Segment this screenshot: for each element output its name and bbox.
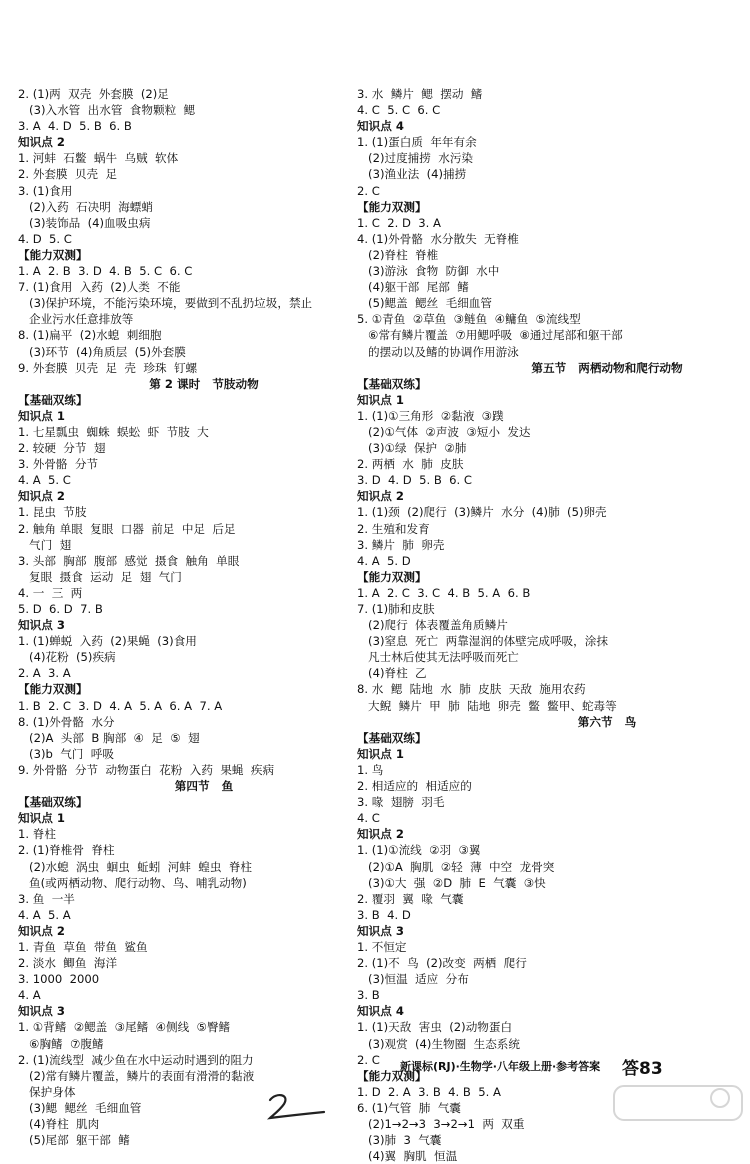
answer-line: (2)水螅 涡虫 蛔虫 蚯蚓 河蚌 蝗虫 脊柱 — [18, 859, 253, 874]
answer-line: (3)观赏 (4)生物圈 生态系统 — [357, 1036, 520, 1051]
section-label: 【基础双练】 — [18, 795, 88, 810]
answer-line: ⑥胸鳍 ⑦腹鳍 — [18, 1036, 104, 1051]
answer-line: 3. 水 鳞片 鳃 摆动 鳍 — [357, 87, 483, 101]
footer-book-title: 新课标(RJ)·生物学·八年级上册·参考答案 — [400, 1060, 601, 1073]
section-title: 第五节 两栖动物和爬行动物 — [531, 360, 683, 375]
answer-line: (2)1→2→3 3→2→1 两 双重 — [357, 1117, 525, 1131]
answer-line: (2)入药 石决明 海螵蛸 — [18, 199, 153, 214]
answer-line: 3. D 4. D 5. B 6. C — [357, 473, 473, 488]
answer-line: 3. 头部 胸部 腹部 感觉 摄食 触角 单眼 — [18, 553, 240, 568]
section-title: 第 2 课时 节肢动物 — [149, 376, 259, 391]
answer-line: 4. (1)外骨骼 水分散失 无脊椎 — [357, 231, 519, 246]
answer-line: 1. B 2. C 3. D 4. A 5. A 6. A 7. A — [18, 698, 223, 713]
answer-line: (3)环节 (4)角质层 (5)外套膜 — [18, 344, 186, 359]
answer-line: 2. 生殖和发育 — [357, 521, 430, 536]
answer-line: (5)鳃盖 鳃丝 毛细血管 — [357, 296, 492, 311]
answer-line: (3)①大 强 ②D 肺 E 气囊 ③快 — [357, 875, 546, 890]
answer-line: 4. A 5. A — [18, 907, 71, 922]
answer-line: 2. A 3. A — [18, 666, 71, 681]
answer-line: (3)①绿 保护 ②肺 — [357, 441, 467, 456]
answer-line: 凡士林后使其无法呼吸而死亡 — [357, 650, 519, 665]
answer-line: 7. (1)食用 入药 (2)人类 不能 — [18, 280, 181, 295]
answer-line: 3. B — [357, 988, 380, 1003]
answer-line: 复眼 摄食 运动 足 翅 气门 — [18, 569, 182, 584]
answer-line: (3)渔业法 (4)捕捞 — [357, 167, 467, 182]
answer-line: 4. D 5. C — [18, 231, 72, 246]
watermark-logo — [612, 1084, 744, 1122]
answer-line: 4. 一 三 两 — [18, 585, 83, 600]
answer-line: (4)翼 胸肌 恒温 — [357, 1149, 458, 1164]
answer-line: 1. 鸟 — [357, 762, 384, 777]
page-number: 答83 — [622, 1059, 663, 1079]
section-label: 知识点 1 — [357, 392, 404, 407]
answer-line: (4)花粉 (5)疾病 — [18, 650, 116, 665]
answer-line: 8. (1)外骨骼 水分 — [18, 714, 115, 729]
answer-line: (3)装饰品 (4)血吸虫病 — [18, 215, 151, 230]
section-label: 知识点 1 — [18, 408, 65, 423]
answer-line: 大鲵 鳞片 甲 肺 陆地 卵壳 鳖 鳖甲、蛇毒等 — [357, 698, 617, 713]
answer-line: 3. 喙 翅膀 羽毛 — [357, 795, 445, 810]
answer-line: 5. D 6. D 7. B — [18, 602, 103, 616]
answer-line: 1. (1)蝉蜕 入药 (2)果蝇 (3)食用 — [18, 634, 197, 649]
answer-line: 1. (1)天敌 害虫 (2)动物蛋白 — [357, 1020, 513, 1035]
answer-line: (2)过度捕捞 水污染 — [357, 151, 474, 166]
answer-line: 5. ①青鱼 ②草鱼 ③鲢鱼 ④鳙鱼 ⑤流线型 — [357, 312, 581, 327]
answer-line: 3. (1)食用 — [18, 183, 73, 198]
answer-line: 鱼(或两栖动物、爬行动物、鸟、哺乳动物) — [18, 875, 247, 890]
answer-line: 3. A 4. D 5. B 6. B — [18, 119, 132, 134]
answer-line: 1. (1)①流线 ②羽 ③翼 — [357, 843, 481, 858]
answer-line: (2)脊柱 脊椎 — [357, 247, 439, 262]
answer-line: (3)窒息 死亡 两靠湿润的体壁完成呼吸，涂抹 — [357, 634, 608, 649]
answer-line: (4)脊柱 乙 — [357, 666, 427, 681]
answer-line: 4. C — [357, 811, 380, 826]
right-answer-column — [357, 86, 737, 1164]
answer-line: 2. (1)流线型 减少鱼在水中运动时遇到的阻力 — [18, 1052, 254, 1067]
section-label: 知识点 2 — [18, 923, 65, 938]
answer-line: 8. 水 鳃 陆地 水 肺 皮肤 天敌 施用农药 — [357, 682, 586, 697]
section-label: 知识点 3 — [18, 1004, 65, 1019]
answer-line: 1. (1)蛋白质 年年有余 — [357, 135, 477, 150]
section-label: 【基础双练】 — [18, 392, 88, 407]
answer-line: 2. 较硬 分节 翅 — [18, 441, 106, 456]
answer-line: 1. ①背鳍 ②鳃盖 ③尾鳍 ④侧线 ⑤臀鳍 — [18, 1020, 231, 1035]
section-title: 第六节 鸟 — [577, 714, 637, 729]
section-label: 【能力双测】 — [18, 247, 88, 262]
answer-line: 1. A 2. C 3. C 4. B 5. A 6. B — [357, 585, 531, 600]
answer-line: 企业污水任意排放等 — [18, 312, 134, 327]
handwritten-mark — [262, 1090, 332, 1124]
answer-line: 4. A — [18, 988, 41, 1003]
answer-line: (4)脊柱 肌肉 — [18, 1117, 100, 1131]
section-label: 知识点 1 — [18, 811, 65, 826]
answer-line: 2. C — [357, 1052, 380, 1067]
answer-line: (3)游泳 食物 防御 水中 — [357, 264, 500, 279]
answer-line: 2. 两栖 水 肺 皮肤 — [357, 457, 464, 472]
answer-line: 9. 外骨骼 分节 动物蛋白 花粉 入药 果蝇 疾病 — [18, 762, 275, 777]
answer-line: 2. (1)不 鸟 (2)改变 两栖 爬行 — [357, 956, 527, 971]
answer-line: 的摆动以及鳍的协调作用游泳 — [357, 344, 519, 359]
section-label: 【能力双测】 — [357, 569, 427, 584]
answer-line: 2. (1)脊椎骨 脊柱 — [18, 843, 115, 858]
answer-line: (3)b 气门 呼吸 — [18, 746, 114, 761]
answer-line: 2. 覆羽 翼 喙 气囊 — [357, 891, 464, 906]
section-label: 【基础双练】 — [357, 376, 427, 391]
answer-line: 4. C 5. C 6. C — [357, 103, 441, 118]
answer-line: 2. 外套膜 贝壳 足 — [18, 167, 118, 182]
answer-line: 2. (1)两 双壳 外套膜 (2)足 — [18, 87, 169, 101]
answer-line: 2. 相适应的 相适应的 — [357, 779, 472, 794]
answer-line: 1. A 2. B 3. D 4. B 5. C 6. C — [18, 264, 193, 279]
answer-line: 2. 触角 单眼 复眼 口器 前足 中足 后足 — [18, 521, 236, 536]
section-label: 【能力双测】 — [18, 682, 88, 697]
answer-line: 3. 外骨骼 分节 — [18, 457, 99, 472]
section-label: 【基础双练】 — [357, 730, 427, 745]
answer-line: (4)躯干部 尾部 鳍 — [357, 280, 469, 295]
answer-line: (3)入水管 出水管 食物颗粒 鳃 — [18, 103, 196, 118]
section-title: 第四节 鱼 — [174, 779, 234, 794]
answer-line: (3)鳃 鳃丝 毛细血管 — [18, 1100, 142, 1115]
section-label: 知识点 2 — [18, 489, 65, 504]
page-footer — [0, 1058, 750, 1078]
section-label: 知识点 1 — [357, 746, 404, 761]
answer-line: (3)肺 3 气囊 — [357, 1133, 442, 1148]
answer-line: 9. 外套膜 贝壳 足 壳 珍珠 钉螺 — [18, 360, 198, 375]
answer-line: 6. (1)气管 肺 气囊 — [357, 1100, 461, 1115]
section-label: 知识点 3 — [357, 923, 404, 938]
answer-line: 2. 淡水 鲫鱼 海洋 — [18, 956, 118, 971]
answer-line: (2)①A 胸肌 ②轻 薄 中空 龙骨突 — [357, 859, 555, 874]
answer-line: 4. A 5. C — [18, 473, 71, 488]
answer-line: 1. D 2. A 3. B 4. B 5. A — [357, 1084, 501, 1099]
answer-line: 气门 翅 — [18, 537, 72, 552]
answer-line: (2)爬行 体表覆盖角质鳞片 — [357, 618, 508, 633]
answer-line: (3)恒温 适应 分布 — [357, 972, 469, 987]
answer-line: 8. (1)扁平 (2)水螅 刺细胞 — [18, 328, 162, 343]
answer-line: 1. 脊柱 — [18, 827, 56, 842]
section-label: 知识点 2 — [357, 489, 404, 504]
section-label: 【能力双测】 — [357, 199, 427, 214]
section-label: 知识点 2 — [18, 135, 65, 150]
answer-line: (3)保护环境，不能污染环境，要做到不乱扔垃圾，禁止 — [18, 296, 313, 311]
answer-line: (5)尾部 躯干部 鳍 — [18, 1133, 130, 1148]
answer-line: 4. A 5. D — [357, 553, 411, 568]
section-label: 知识点 4 — [357, 1004, 404, 1019]
answer-line: (2)①气体 ②声波 ③短小 发达 — [357, 424, 531, 439]
answer-line: 2. C — [357, 183, 380, 198]
answer-line: 1. 昆虫 节肢 — [18, 505, 87, 520]
answer-line: 1. 青鱼 草鱼 带鱼 鲨鱼 — [18, 939, 148, 954]
answer-line: 1. (1)颈 (2)爬行 (3)鳞片 水分 (4)肺 (5)卵壳 — [357, 505, 607, 520]
answer-line: 3. B 4. D — [357, 907, 411, 922]
answer-line: 1. (1)①三角形 ②黏液 ③蹼 — [357, 408, 504, 423]
answer-line: 3. 鱼 一半 — [18, 891, 75, 906]
answer-line: 7. (1)肺和皮肤 — [357, 602, 435, 616]
section-label: 知识点 3 — [18, 618, 65, 633]
section-label: 【能力双测】 — [357, 1068, 427, 1083]
answer-line: ⑥常有鳞片覆盖 ⑦用鳃呼吸 ⑧通过尾部和躯干部 — [357, 328, 623, 343]
section-label: 知识点 2 — [357, 827, 404, 842]
answer-line: 保护身体 — [18, 1084, 76, 1099]
answer-line: 1. 七星瓢虫 蜘蛛 蜈蚣 虾 节肢 大 — [18, 424, 209, 439]
left-answer-column — [18, 86, 350, 1148]
section-label: 知识点 4 — [357, 119, 404, 134]
answer-line: (2)常有鳞片覆盖，鳞片的表面有滑滑的黏液 — [18, 1068, 255, 1083]
answer-line: (2)A 头部 B 胸部 ④ 足 ⑤ 翅 — [18, 730, 200, 745]
answer-line: 3. 1000 2000 — [18, 972, 100, 987]
answer-line: 1. C 2. D 3. A — [357, 215, 441, 230]
answer-line: 1. 河蚌 石鳖 蜗牛 乌贼 软体 — [18, 151, 179, 166]
answer-line: 1. 不恒定 — [357, 939, 407, 954]
answer-line: 3. 鳞片 肺 卵壳 — [357, 537, 445, 552]
